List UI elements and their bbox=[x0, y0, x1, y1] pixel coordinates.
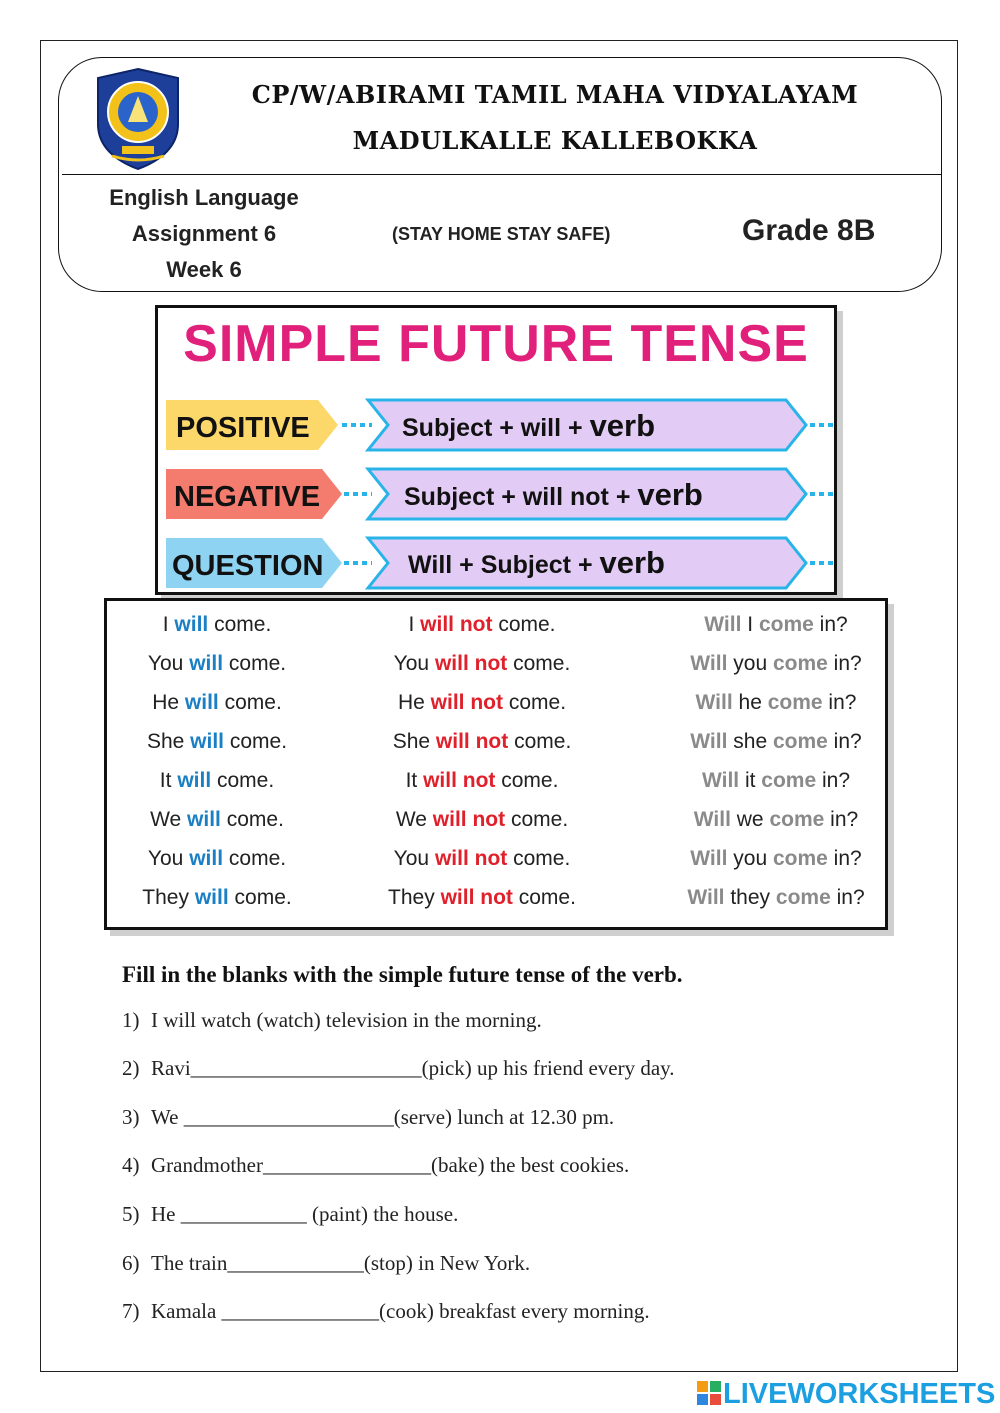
neg-aux: will not bbox=[435, 730, 509, 753]
negative-example bbox=[372, 652, 592, 676]
question-example bbox=[665, 652, 887, 676]
q-aux: Will bbox=[695, 691, 733, 714]
negative-example bbox=[372, 769, 592, 793]
neg-verb: come. bbox=[498, 613, 556, 636]
q-verb: come bbox=[775, 886, 831, 909]
question-text[interactable]: The train_____________(stop) in New York. bbox=[151, 1251, 531, 1275]
neg-aux: will not bbox=[434, 847, 508, 870]
pos-aux: will bbox=[189, 847, 224, 870]
pos-verb: come. bbox=[224, 691, 282, 714]
q-verb: come bbox=[769, 808, 825, 831]
q-subject: I bbox=[747, 613, 754, 636]
pos-verb: come. bbox=[217, 769, 275, 792]
question-number: 5) bbox=[122, 1202, 140, 1226]
pos-aux: will bbox=[187, 808, 221, 831]
brand-text: LIVEWORKSHEETS bbox=[723, 1378, 996, 1410]
negative-formula bbox=[404, 477, 703, 512]
header-divider bbox=[62, 174, 942, 175]
neg-subject: We bbox=[395, 808, 427, 831]
q-end: in? bbox=[830, 808, 859, 831]
question-1 bbox=[122, 1008, 542, 1033]
tense-rows-graphic bbox=[158, 308, 834, 592]
question-text[interactable]: He ____________ (paint) the house. bbox=[151, 1202, 459, 1226]
neg-aux: will not bbox=[423, 769, 496, 792]
pos-aux: will bbox=[184, 691, 219, 714]
example-row bbox=[107, 652, 885, 690]
neg-verb: come. bbox=[510, 808, 569, 831]
negative-example bbox=[372, 847, 592, 871]
neg-subject: He bbox=[397, 691, 425, 714]
question-number: 3) bbox=[122, 1105, 140, 1129]
question-3[interactable] bbox=[122, 1105, 614, 1130]
neg-verb: come. bbox=[514, 730, 572, 753]
q-aux: Will bbox=[693, 808, 731, 831]
question-example bbox=[665, 847, 887, 871]
pos-aux: will bbox=[177, 769, 212, 792]
q-end: in? bbox=[819, 613, 848, 636]
negative-example bbox=[372, 613, 592, 637]
q-verb: come bbox=[767, 691, 823, 714]
question-formula-text: Will + Subject + bbox=[408, 551, 600, 579]
pos-verb: come. bbox=[228, 652, 287, 675]
neg-verb: come. bbox=[513, 847, 571, 870]
question-text: I will watch (watch) television in the morning. bbox=[151, 1008, 542, 1032]
q-subject: you bbox=[733, 652, 768, 675]
pos-subject: He bbox=[152, 691, 180, 714]
positive-example bbox=[107, 730, 327, 754]
pos-verb: come. bbox=[229, 730, 288, 753]
tense-row-positive bbox=[166, 400, 834, 450]
question-formula bbox=[408, 545, 665, 580]
negative-formula-verb: verb bbox=[637, 477, 703, 512]
question-number: 2) bbox=[122, 1056, 140, 1080]
neg-subject: You bbox=[393, 652, 430, 675]
q-aux: Will bbox=[690, 847, 728, 870]
question-example bbox=[665, 886, 887, 910]
assignment-label: Assignment 6 bbox=[131, 221, 277, 246]
week-label: Week 6 bbox=[166, 257, 242, 282]
pos-verb: come. bbox=[214, 613, 272, 636]
question-number: 1) bbox=[122, 1008, 140, 1032]
neg-aux: will not bbox=[440, 886, 513, 909]
pos-subject: We bbox=[150, 808, 182, 831]
neg-subject: It bbox=[405, 769, 418, 792]
q-aux: Will bbox=[701, 769, 740, 792]
negative-example bbox=[372, 808, 592, 832]
positive-example bbox=[107, 886, 327, 910]
pos-subject: You bbox=[147, 652, 184, 675]
question-text[interactable]: Ravi______________________(pick) up his friend every day. bbox=[151, 1056, 675, 1080]
neg-aux: will not bbox=[420, 613, 493, 636]
positive-example bbox=[107, 769, 327, 793]
positive-label: POSITIVE bbox=[176, 412, 310, 444]
question-4[interactable] bbox=[122, 1153, 629, 1178]
question-number: 4) bbox=[122, 1153, 140, 1177]
pos-aux: will bbox=[194, 886, 229, 909]
q-verb: come bbox=[772, 652, 828, 675]
exercise-instruction: Fill in the blanks with the simple future tense of the verb. bbox=[122, 962, 683, 987]
school-name-line1: CP/W/ABIRAMI TAMIL MAHA VIDYALAYAM bbox=[251, 80, 859, 109]
tense-card bbox=[155, 305, 837, 595]
examples-table bbox=[104, 598, 888, 930]
pos-subject: You bbox=[147, 847, 184, 870]
question-example bbox=[665, 808, 887, 832]
pos-subject: She bbox=[146, 730, 185, 753]
neg-subject: They bbox=[388, 886, 435, 909]
tense-row-negative bbox=[166, 469, 834, 519]
example-row bbox=[107, 613, 885, 651]
subject-label: English Language bbox=[109, 185, 299, 210]
q-aux: Will bbox=[690, 730, 728, 753]
q-end: in? bbox=[833, 847, 862, 870]
pos-subject: I bbox=[162, 613, 169, 636]
question-2[interactable] bbox=[122, 1056, 675, 1081]
neg-aux: will not bbox=[434, 652, 508, 675]
question-example bbox=[665, 613, 887, 637]
negative-formula-text: Subject + will not + bbox=[404, 483, 638, 511]
neg-subject: You bbox=[393, 847, 430, 870]
neg-verb: come. bbox=[508, 691, 567, 714]
question-number: 6) bbox=[122, 1251, 140, 1275]
question-example bbox=[665, 730, 887, 754]
pos-verb: come. bbox=[228, 847, 287, 870]
question-text[interactable]: Grandmother________________(bake) the best cookies. bbox=[151, 1153, 630, 1177]
pos-subject: They bbox=[142, 886, 189, 909]
pos-aux: will bbox=[174, 613, 209, 636]
pos-subject: It bbox=[159, 769, 172, 792]
negative-example bbox=[372, 691, 592, 715]
question-5[interactable] bbox=[122, 1202, 458, 1227]
q-subject: it bbox=[744, 769, 756, 792]
q-end: in? bbox=[822, 769, 851, 792]
positive-formula bbox=[402, 408, 655, 443]
example-row bbox=[107, 808, 885, 846]
negative-example bbox=[372, 730, 592, 754]
q-subject: you bbox=[733, 847, 768, 870]
q-verb: come bbox=[772, 847, 828, 870]
negative-label: NEGATIVE bbox=[174, 481, 321, 513]
neg-aux: will not bbox=[430, 691, 503, 714]
example-row bbox=[107, 691, 885, 729]
positive-formula-verb: verb bbox=[589, 408, 656, 443]
q-subject: she bbox=[733, 730, 768, 753]
question-text[interactable]: Kamala _______________(cook) breakfast every morning. bbox=[151, 1299, 650, 1323]
positive-example bbox=[107, 613, 327, 637]
neg-verb: come. bbox=[518, 886, 576, 909]
positive-formula-text: Subject + will + bbox=[402, 414, 590, 442]
pos-aux: will bbox=[190, 730, 225, 753]
q-end: in? bbox=[833, 730, 862, 753]
tense-row-question bbox=[166, 538, 834, 588]
neg-aux: will not bbox=[432, 808, 506, 831]
q-aux: Will bbox=[687, 886, 725, 909]
q-verb: come bbox=[772, 730, 828, 753]
q-subject: he bbox=[738, 691, 762, 714]
question-label: QUESTION bbox=[172, 550, 324, 582]
example-row bbox=[107, 847, 885, 885]
positive-example bbox=[107, 808, 327, 832]
q-end: in? bbox=[836, 886, 865, 909]
liveworksheets-logo-icon bbox=[697, 1381, 721, 1405]
grade-label: Grade 8B bbox=[742, 214, 876, 247]
example-row bbox=[107, 769, 885, 807]
school-name-line2: MADULKALLE KALLEBOKKA bbox=[352, 126, 758, 155]
motto-label: (STAY HOME STAY SAFE) bbox=[392, 224, 611, 244]
q-aux: Will bbox=[690, 652, 728, 675]
positive-example bbox=[107, 691, 327, 715]
q-subject: we bbox=[736, 808, 764, 831]
question-example bbox=[665, 691, 887, 715]
pos-aux: will bbox=[189, 652, 224, 675]
question-example bbox=[665, 769, 887, 793]
question-number: 7) bbox=[122, 1299, 140, 1323]
question-formula-verb: verb bbox=[599, 545, 665, 580]
question-text[interactable]: We ____________________(serve) lunch at 12.30 pm. bbox=[151, 1105, 615, 1129]
positive-example bbox=[107, 847, 327, 871]
neg-verb: come. bbox=[501, 769, 559, 792]
q-subject: they bbox=[730, 886, 771, 909]
neg-subject: She bbox=[392, 730, 431, 753]
pos-verb: come. bbox=[226, 808, 284, 831]
q-verb: come bbox=[758, 613, 814, 636]
negative-example bbox=[372, 886, 592, 910]
tense-card-title: SIMPLE FUTURE TENSE bbox=[183, 315, 809, 373]
positive-example bbox=[107, 652, 327, 676]
question-6[interactable] bbox=[122, 1251, 530, 1276]
pos-verb: come. bbox=[234, 886, 292, 909]
q-end: in? bbox=[833, 652, 862, 675]
neg-verb: come. bbox=[513, 652, 571, 675]
example-row bbox=[107, 730, 885, 768]
question-7[interactable] bbox=[122, 1299, 650, 1324]
q-aux: Will bbox=[704, 613, 742, 636]
school-crest-logo bbox=[92, 66, 184, 172]
q-verb: come bbox=[761, 769, 817, 792]
example-row bbox=[107, 886, 885, 924]
neg-subject: I bbox=[408, 613, 415, 636]
q-end: in? bbox=[828, 691, 857, 714]
